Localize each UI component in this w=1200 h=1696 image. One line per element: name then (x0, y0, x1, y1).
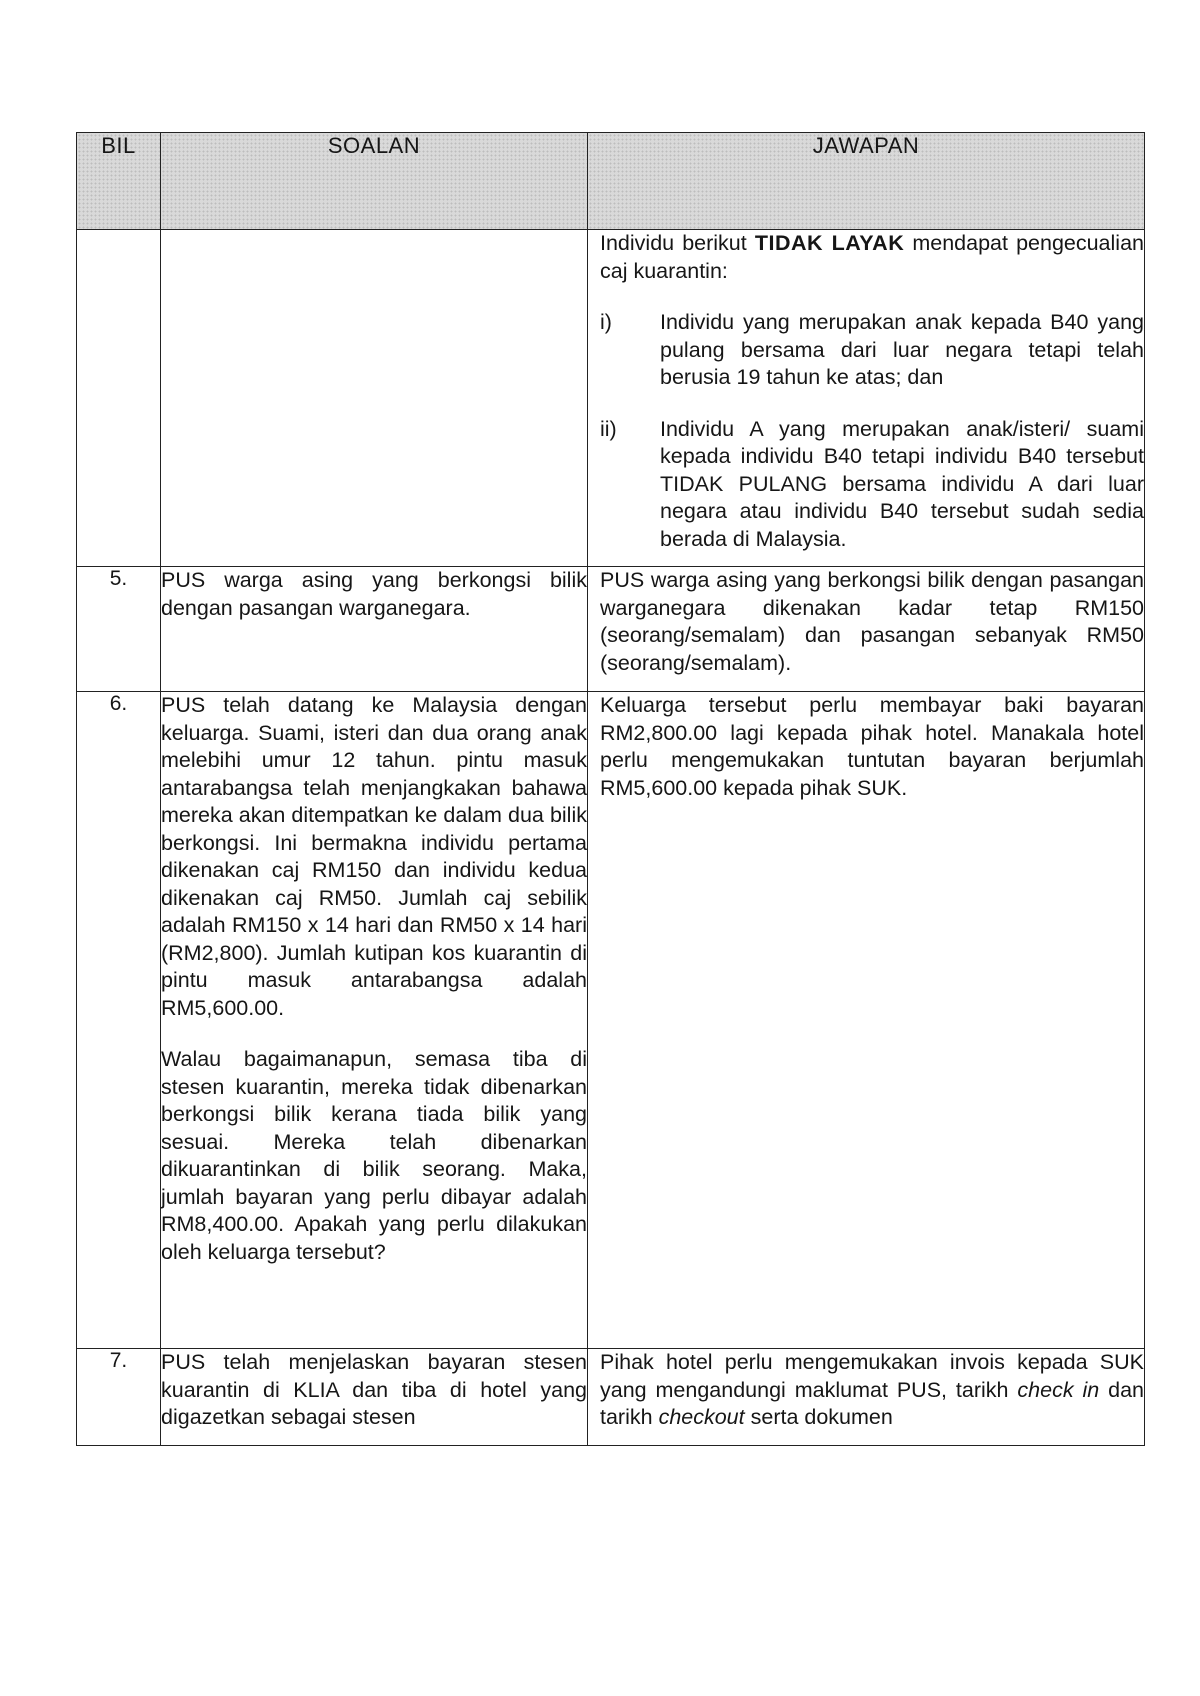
intro-text: Individu berikut (600, 231, 747, 255)
jawapan-text: Keluarga tersebut perlu membayar baki bayaran RM2,800.00 lagi kepada pihak hotel. Manakala hotel perlu mengemukakan tuntutan bayaran berjumlah RM5,600.00 kepada pihak SUK. (600, 693, 1144, 800)
header-soalan: SOALAN (161, 133, 588, 230)
list-item (600, 416, 1144, 554)
list-item-number: ii) (600, 416, 617, 441)
list-item-text: Individu A yang merupakan anak/isteri/ suami kepada individu B40 tetapi individu B40 tersebut TIDAK PULANG bersama individu A dari luar negara atau individu B40 tersebut sudah sedia berada di Malaysia. (660, 416, 1144, 551)
header-bil: BIL (77, 133, 161, 230)
jawapan-cell (588, 692, 1145, 1349)
tidak-layak-emphasis: TIDAK LAYAK (754, 231, 905, 255)
soalan-cell (161, 230, 588, 567)
jawapan-text-part: Pihak hotel perlu mengemukakan invois kepada SUK yang mengandungi maklumat PUS, tarikh (600, 1350, 1144, 1402)
header-row (77, 133, 1145, 230)
faq-table (76, 132, 1145, 1446)
soalan-text: PUS telah datang ke Malaysia dengan keluarga. Suami, isteri dan dua orang anak melebihi umur 12 tahun. pintu masuk antarabangsa telah menjangkakan bahawa mereka akan ditempatkan ke dalam dua bilik berkongsi. Ini bermakna individu pertama dikenakan caj RM150 dan individu kedua dikenakan caj RM50. Jumlah caj sebilik adalah RM150 x 14 hari dan RM50 x 14 hari (RM2,800). Jumlah kutipan kos kuarantin di pintu masuk antarabangsa adalah RM5,600.00. (161, 693, 587, 1020)
jawapan-text: PUS warga asing yang berkongsi bilik dengan pasangan warganegara dikenakan kadar tetap RM150 (seorang/semalam) dan pasangan sebanyak RM50 (seorang/semalam). (600, 568, 1144, 675)
table-row (77, 692, 1145, 1349)
checkout-term: checkout (658, 1405, 745, 1429)
table-row-continued (77, 230, 1145, 567)
soalan-text: PUS telah menjelaskan bayaran stesen kuarantin di KLIA dan tiba di hotel yang digazetkan sebagai stesen (161, 1350, 587, 1429)
list-item-number: i) (600, 310, 612, 334)
list-item-text: Individu yang merupakan anak kepada B40 yang pulang bersama dari luar negara tetapi telah berusia 19 tahun ke atas; dan (660, 310, 1144, 389)
header-jawapan: JAWAPAN (588, 133, 1145, 230)
bil-cell: 5. (77, 567, 161, 692)
jawapan-text (600, 1349, 1144, 1432)
jawapan-cell (588, 1349, 1145, 1446)
jawapan-cell (588, 567, 1145, 692)
table-row (77, 1349, 1145, 1446)
jawapan-intro (600, 230, 1144, 285)
list-item (600, 309, 1144, 392)
soalan-cell (161, 1349, 588, 1446)
soalan-text: PUS warga asing yang berkongsi bilik dengan pasangan warganegara. (161, 568, 587, 620)
bil-cell (77, 230, 161, 567)
jawapan-text-part: dan tarikh (600, 1377, 1144, 1429)
table-row (77, 567, 1145, 692)
jawapan-text-part: serta dokumen (750, 1405, 893, 1429)
soalan-text: Walau bagaimanapun, semasa tiba di stesen kuarantin, mereka tidak dibenarkan berkongsi bilik kerana tiada bilik yang sesuai. Mereka telah dibenarkan dikuarantinkan di bilik seorang. Maka, jumlah bayaran yang perlu dibayar adalah RM8,400.00. Apakah yang perlu dilakukan oleh keluarga tersebut? (161, 1047, 587, 1264)
jawapan-cell (588, 230, 1145, 567)
check-in-term: check in (1017, 1377, 1100, 1402)
intro-text-end: mendapat pengecualian caj kuarantin: (600, 231, 1144, 283)
bil-cell: 6. (77, 692, 161, 1349)
soalan-cell (161, 567, 588, 692)
soalan-cell (161, 692, 588, 1349)
bil-cell: 7. (77, 1349, 161, 1446)
